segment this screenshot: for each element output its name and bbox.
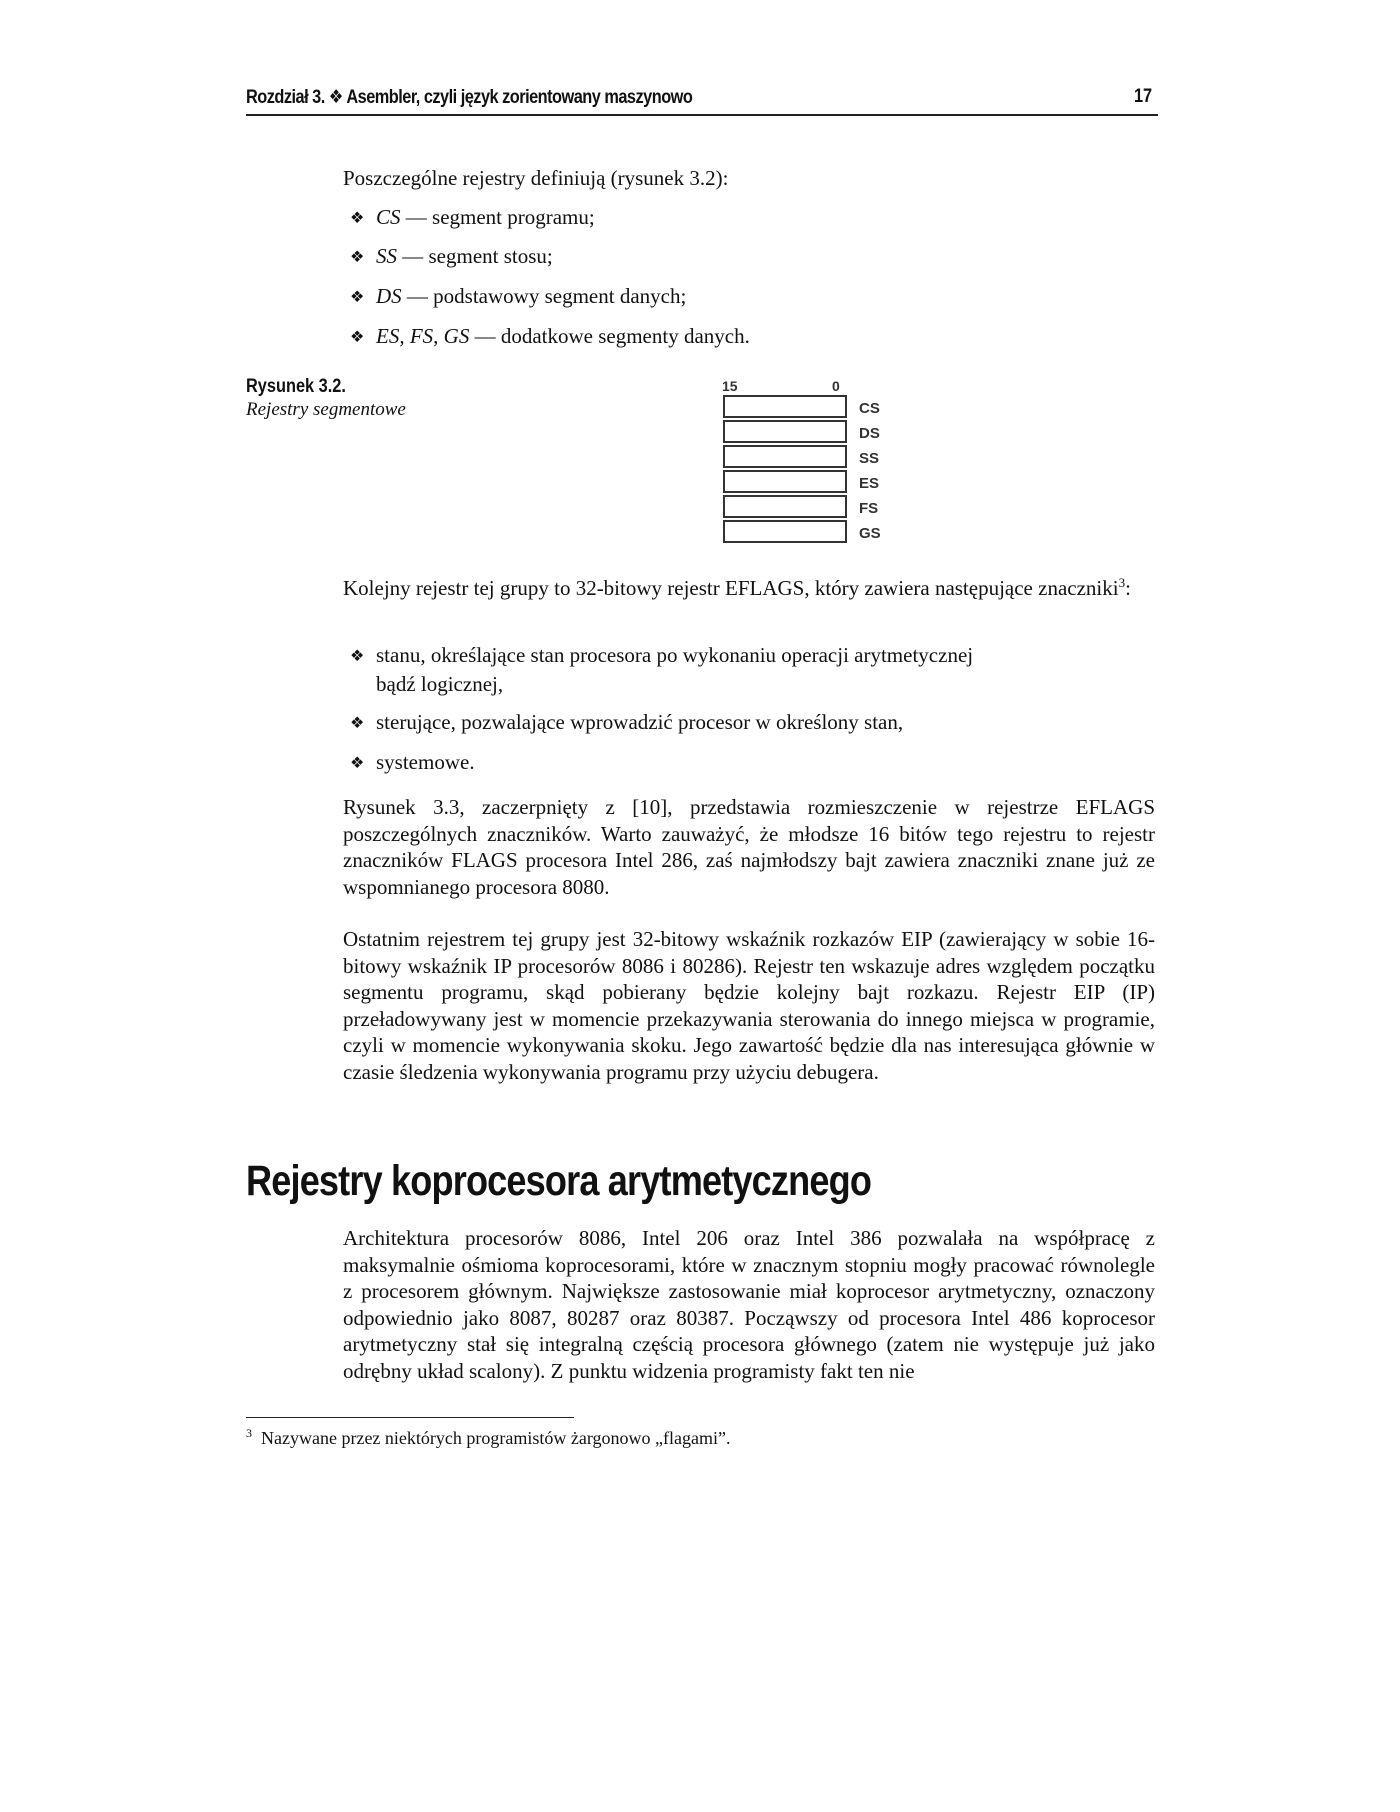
list-item	[350, 243, 553, 272]
bullet-icon: ❖	[350, 648, 365, 665]
eflags-tail: :	[1125, 576, 1131, 600]
segment-name: ES, FS, GS	[376, 324, 470, 348]
eflags-layout-paragraph: Rysunek 3.3, zaczerpnięty z [10], przedstawia rozmieszczenie w rejestrze EFLAGS poszczególnych znaczników. Warto zauważyć, że młodsze 16 bitów tego rejestru to rejestr znaczników FLAGS procesora Intel 286, zaś najmłodszy bajt zawiera znaczniki znane już ze wspomnianego procesora 8080.	[343, 795, 1155, 899]
register-box	[723, 495, 847, 518]
flag-description: stanu, określające stan procesora po wykonaniu operacji arytmetycznej	[376, 643, 974, 667]
bit-label-low: 0	[832, 378, 840, 394]
register-label: ES	[859, 475, 880, 492]
bit-label-high: 15	[722, 378, 738, 394]
segment-description: — podstawowy segment danych;	[401, 284, 687, 308]
segment-name: SS	[376, 244, 397, 268]
footnote-text: Nazywane przez niektórych programistów żargonowo „flagami”.	[261, 1428, 731, 1448]
register-box	[723, 420, 847, 443]
running-head	[246, 84, 1158, 116]
segment-name: CS	[376, 205, 401, 229]
figure-title: Rejestry segmentowe	[246, 399, 406, 420]
segment-description: — dodatkowe segmenty danych.	[469, 324, 750, 348]
bullet-icon: ❖	[350, 715, 365, 732]
register-box	[723, 470, 847, 493]
segment-description: — segment programu;	[400, 205, 595, 229]
bullet-icon: ❖	[350, 249, 365, 266]
list-item	[350, 709, 903, 738]
bullet-icon: ❖	[350, 289, 365, 306]
footnote-reference: 3	[1118, 575, 1126, 590]
section-heading: Rejestry koprocesora arytmetycznego	[246, 1157, 872, 1205]
register-label: DS	[859, 425, 880, 442]
intro-paragraph: Poszczególne rejestry definiują (rysunek 3.2):	[343, 166, 729, 190]
register-label: CS	[859, 400, 880, 417]
list-item	[350, 749, 475, 778]
register-label: FS	[859, 500, 879, 517]
segment-name: DS	[376, 284, 402, 308]
flag-description-continued: bądź logicznej,	[376, 671, 504, 696]
list-item	[350, 283, 686, 312]
eflags-text: Kolejny rejestr tej grupy to 32-bitowy rejestr EFLAGS, który zawiera następujące znaczniki	[343, 576, 1119, 600]
footnote-divider	[246, 1417, 574, 1418]
register-box	[723, 395, 847, 418]
footnote-number: 3	[246, 1426, 252, 1440]
footnote	[246, 1428, 730, 1449]
flag-description: sterujące, pozwalające wprowadzić procesor w określony stan,	[376, 710, 904, 734]
register-label: SS	[859, 450, 880, 467]
bullet-icon: ❖	[350, 755, 365, 772]
register-box	[723, 445, 847, 468]
eip-paragraph: Ostatnim rejestrem tej grupy jest 32-bitowy wskaźnik rozkazów EIP (zawierający w sobie 16-bitowy wskaźnik IP procesorów 8086 i 80286). Rejestr ten wskazuje adres względem początku segmentu programu, skąd pobierany będzie kolejny bajt rozkazu. Rejestr EIP (IP) przeładowywany jest w momencie przekazywania sterowania do innego miejsca w programie, czyli w momencie wykonywania skoku. Jego zawartość będzie dla nas interesująca głównie w czasie śledzenia wykonywania programu przy użyciu debugera.	[343, 927, 1155, 1084]
register-label: GS	[859, 525, 881, 542]
coprocessor-paragraph: Architektura procesorów 8086, Intel 206 oraz Intel 386 pozwalała na współpracę z maksymalnie ośmioma koprocesorami, które w znacznym stopniu mogły pracować równolegle z procesorem głównym. Największe zastosowanie miał koprocesor arytmetyczny, oznaczony odpowiednio jako 8087, 80287 oraz 80387. Począwszy od procesora Intel 486 koprocesor arytmetyczny stał się integralną częścią procesora głównego (zatem nie występuje już jako odrębny układ scalony). Z punktu widzenia programisty fakt ten nie	[343, 1226, 1155, 1383]
list-item	[350, 323, 750, 352]
register-box	[723, 520, 847, 543]
figure-number: Rysunek 3.2.	[246, 376, 346, 397]
chapter-title: Rozdział 3. ❖ Asembler, czyli język zorientowany maszynowo	[246, 87, 693, 108]
flag-description: systemowe.	[376, 750, 475, 774]
list-item	[350, 642, 1130, 697]
page-number: 17	[1133, 86, 1152, 107]
list-item	[350, 204, 595, 233]
bullet-icon: ❖	[350, 210, 365, 227]
segment-description: — segment stosu;	[397, 244, 553, 268]
segment-registers-diagram	[718, 378, 898, 554]
bullet-icon: ❖	[350, 329, 365, 346]
eflags-paragraph	[343, 575, 1155, 602]
